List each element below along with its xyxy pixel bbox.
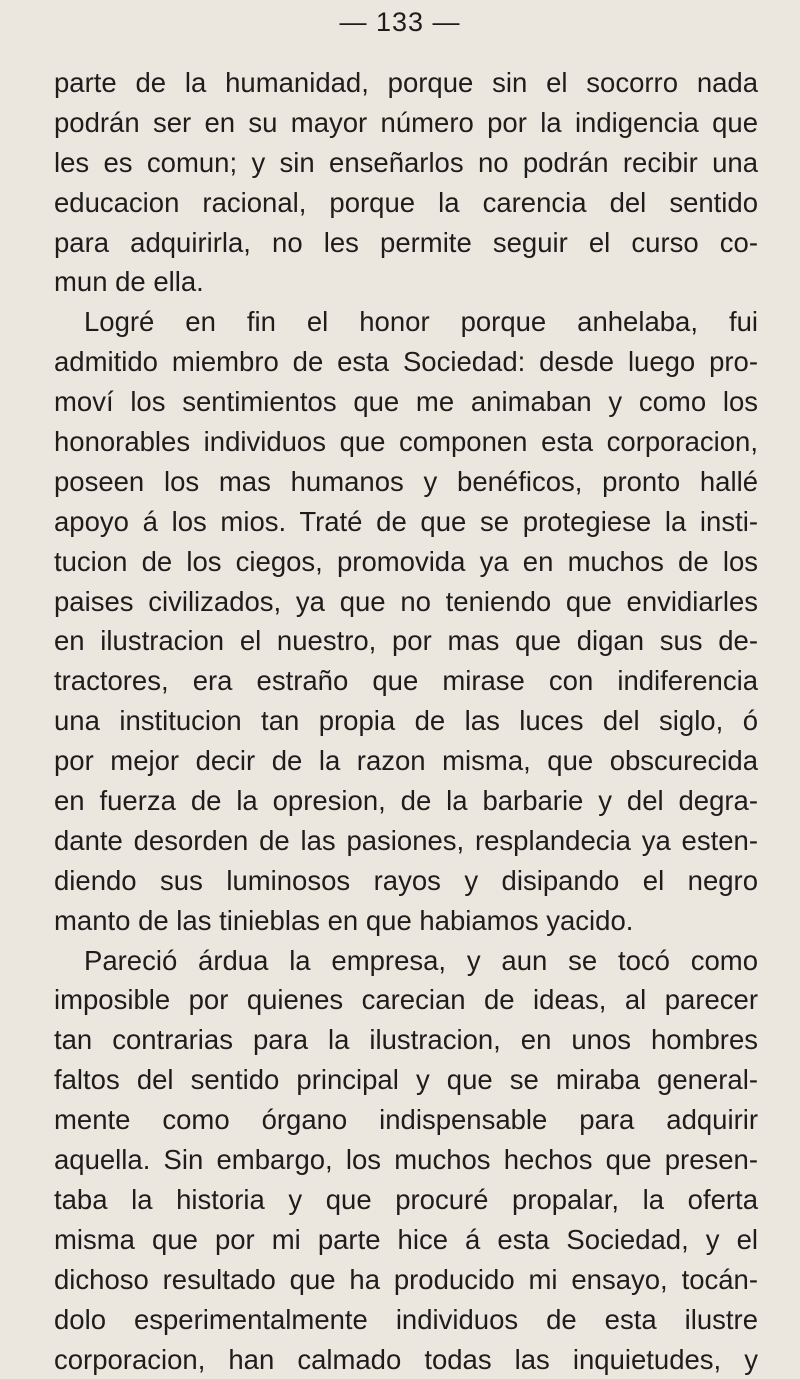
text-line: mente como órgano indispensable para adquirir <box>54 1100 758 1140</box>
page-number: — 133 — <box>0 6 800 38</box>
text-line: en fuerza de la opresion, de la barbarie y del degra- <box>54 781 758 821</box>
text-line: faltos del sentido principal y que se miraba general- <box>54 1060 758 1100</box>
text-line: moví los sentimientos que me animaban y como los <box>54 382 758 422</box>
text-line: dichoso resultado que ha producido mi ensayo, tocán- <box>54 1260 758 1300</box>
text-line: mun de ella. <box>54 262 758 302</box>
text-line: manto de las tinieblas en que habiamos yacido. <box>54 901 758 941</box>
text-line: tractores, era estraño que mirase con indiferencia <box>54 661 758 701</box>
text-line: educacion racional, porque la carencia del sentido <box>54 183 758 223</box>
text-line: poseen los mas humanos y benéficos, pronto hallé <box>54 462 758 502</box>
text-line: apoyo á los mios. Traté de que se protegiese la insti- <box>54 502 758 542</box>
text-line: honorables individuos que componen esta corporacion, <box>54 422 758 462</box>
text-line: paises civilizados, ya que no teniendo que envidiarles <box>54 582 758 622</box>
text-line: en ilustracion el nuestro, por mas que digan sus de- <box>54 621 758 661</box>
text-line: una institucion tan propia de las luces del siglo, ó <box>54 701 758 741</box>
text-line: tan contrarias para la ilustracion, en unos hombres <box>54 1020 758 1060</box>
text-line: diendo sus luminosos rayos y disipando el negro <box>54 861 758 901</box>
paragraph-start: Pareció árdua la empresa, y aun se tocó como <box>54 941 758 981</box>
text-line: tucion de los ciegos, promovida ya en muchos de los <box>54 542 758 582</box>
text-line: parte de la humanidad, porque sin el socorro nada <box>54 63 758 103</box>
text-line: les es comun; y sin enseñarlos no podrán recibir una <box>54 143 758 183</box>
text-line: aquella. Sin embargo, los muchos hechos que presen- <box>54 1140 758 1180</box>
text-line: imposible por quienes carecian de ideas, al parecer <box>54 980 758 1020</box>
text-line: por mejor decir de la razon misma, que obscurecida <box>54 741 758 781</box>
text-line: misma que por mi parte hice á esta Sociedad, y el <box>54 1220 758 1260</box>
text-line: dolo esperimentalmente individuos de esta ilustre <box>54 1300 758 1340</box>
body-text <box>54 63 758 1379</box>
text-line: admitido miembro de esta Sociedad: desde luego pro- <box>54 342 758 382</box>
text-line: taba la historia y que procuré propalar, la oferta <box>54 1180 758 1220</box>
text-line: dante desorden de las pasiones, resplandecia ya esten- <box>54 821 758 861</box>
paragraph-start: Logré en fin el honor porque anhelaba, fui <box>54 302 758 342</box>
text-line: podrán ser en su mayor número por la indigencia que <box>54 103 758 143</box>
text-line: corporacion, han calmado todas las inquietudes, y <box>54 1340 758 1379</box>
text-line: para adquirirla, no les permite seguir el curso co- <box>54 223 758 263</box>
